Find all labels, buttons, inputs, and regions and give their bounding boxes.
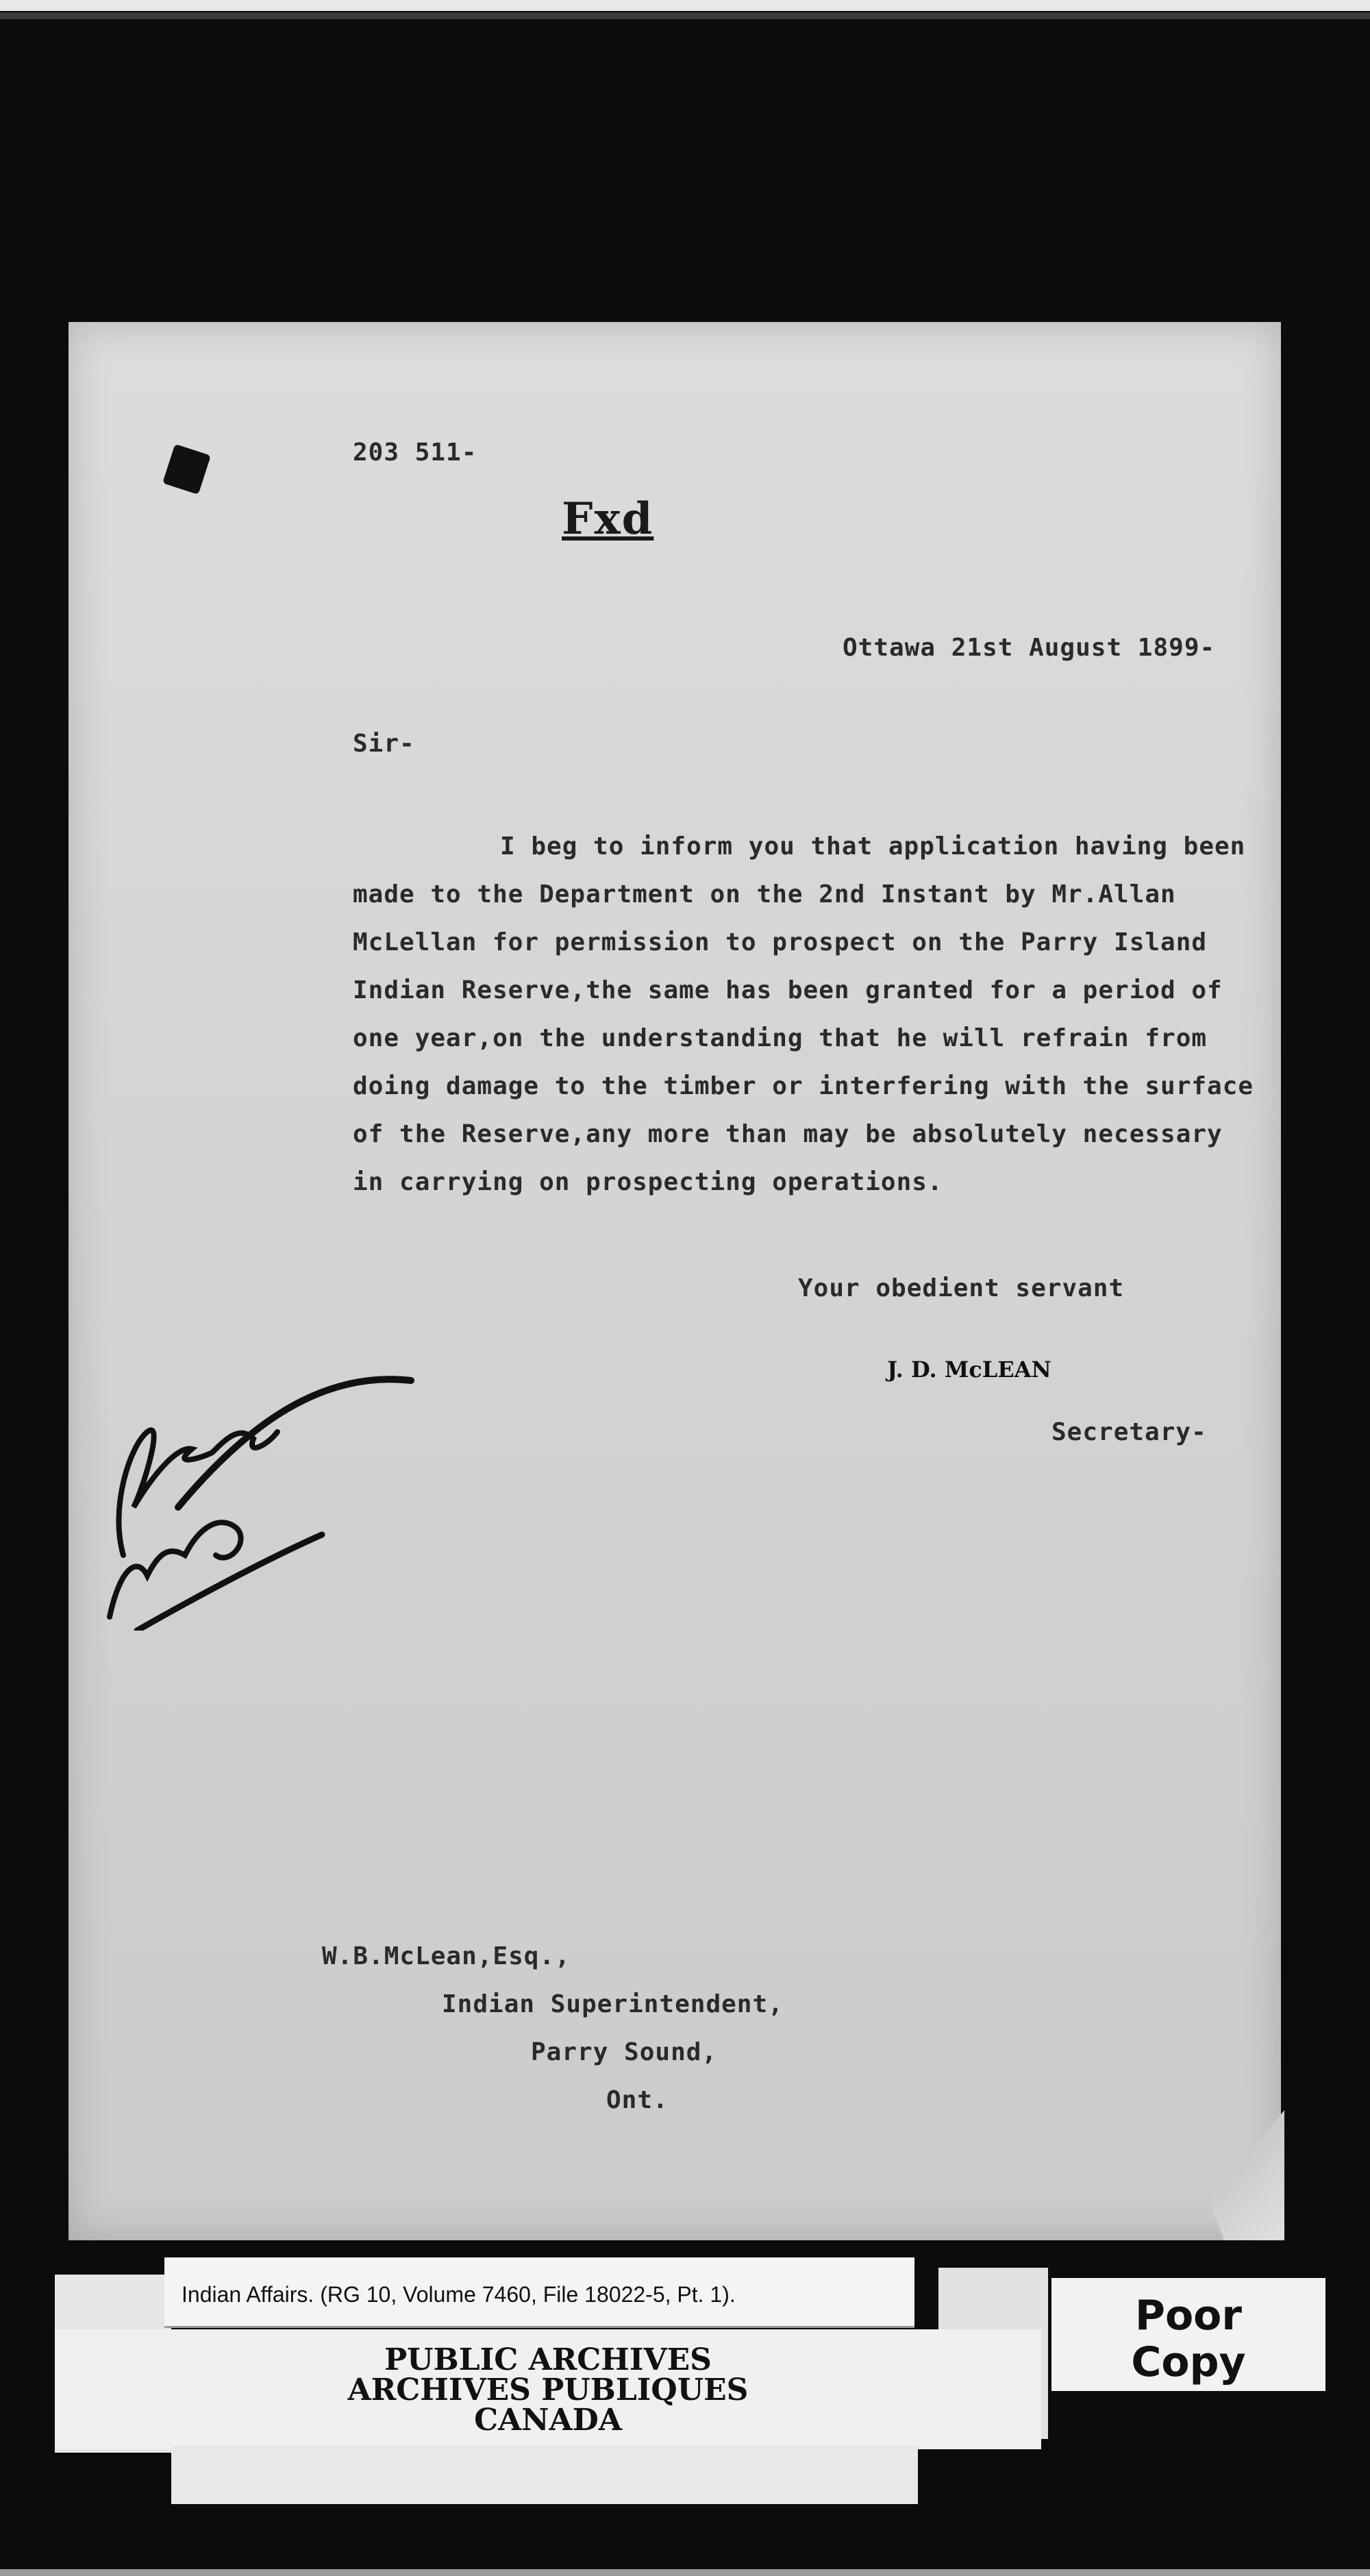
film-edge-line [0, 12, 1370, 19]
body-line: McLellan for permission to prospect on the Parry Island [353, 928, 1208, 956]
film-edge-bottom [0, 2569, 1370, 2576]
filed-stamp: Fxd [562, 493, 654, 545]
film-edge-top [0, 0, 1370, 11]
body-line: of the Reserve,any more than may be absolutely necessary [353, 1120, 1223, 1148]
closing: Your obedient servant [798, 1274, 1125, 1302]
body-line: doing damage to the timber or interfering with the surface [353, 1072, 1254, 1100]
file-number: 203 511- [353, 438, 477, 467]
body-line: Indian Reserve,the same has been granted for a period of [353, 976, 1223, 1004]
reference-label [164, 2257, 914, 2328]
address-line: Ont. [606, 2086, 669, 2114]
signature-stamp: J. D. McLEAN [887, 1357, 1051, 1383]
handwritten-initials [82, 1329, 438, 1631]
archives-name-en: PUBLIC ARCHIVES [384, 2342, 712, 2377]
poor-copy-line2: Copy [1131, 2338, 1246, 2386]
body-line: one year,on the understanding that he will refrain from [353, 1024, 1208, 1052]
archives-name-fr: ARCHIVES PUBLIQUES [347, 2373, 749, 2407]
dateline: Ottawa 21st August 1899- [843, 634, 1216, 662]
reference-text: Indian Affairs. (RG 10, Volume 7460, File 18022-5, Pt. 1). [182, 2282, 736, 2307]
archives-country: CANADA [474, 2403, 622, 2438]
body-line: made to the Department on the 2nd Instant by Mr.Allan [353, 880, 1176, 908]
label-strip-bottom [171, 2446, 918, 2504]
body-line: in carrying on prospecting operations. [353, 1168, 943, 1196]
body-line: I beg to inform you that application having been [500, 832, 1246, 860]
signature-title: Secretary- [1051, 1418, 1207, 1446]
archives-label [55, 2329, 1041, 2449]
poor-copy-label [1051, 2278, 1325, 2391]
address-line: Parry Sound, [531, 2038, 718, 2066]
address-line: Indian Superintendent, [442, 1990, 784, 2018]
poor-copy-line1: Poor [1134, 2292, 1242, 2340]
address-line: W.B.McLean,Esq., [322, 1942, 571, 1970]
salutation: Sir- [353, 730, 415, 758]
